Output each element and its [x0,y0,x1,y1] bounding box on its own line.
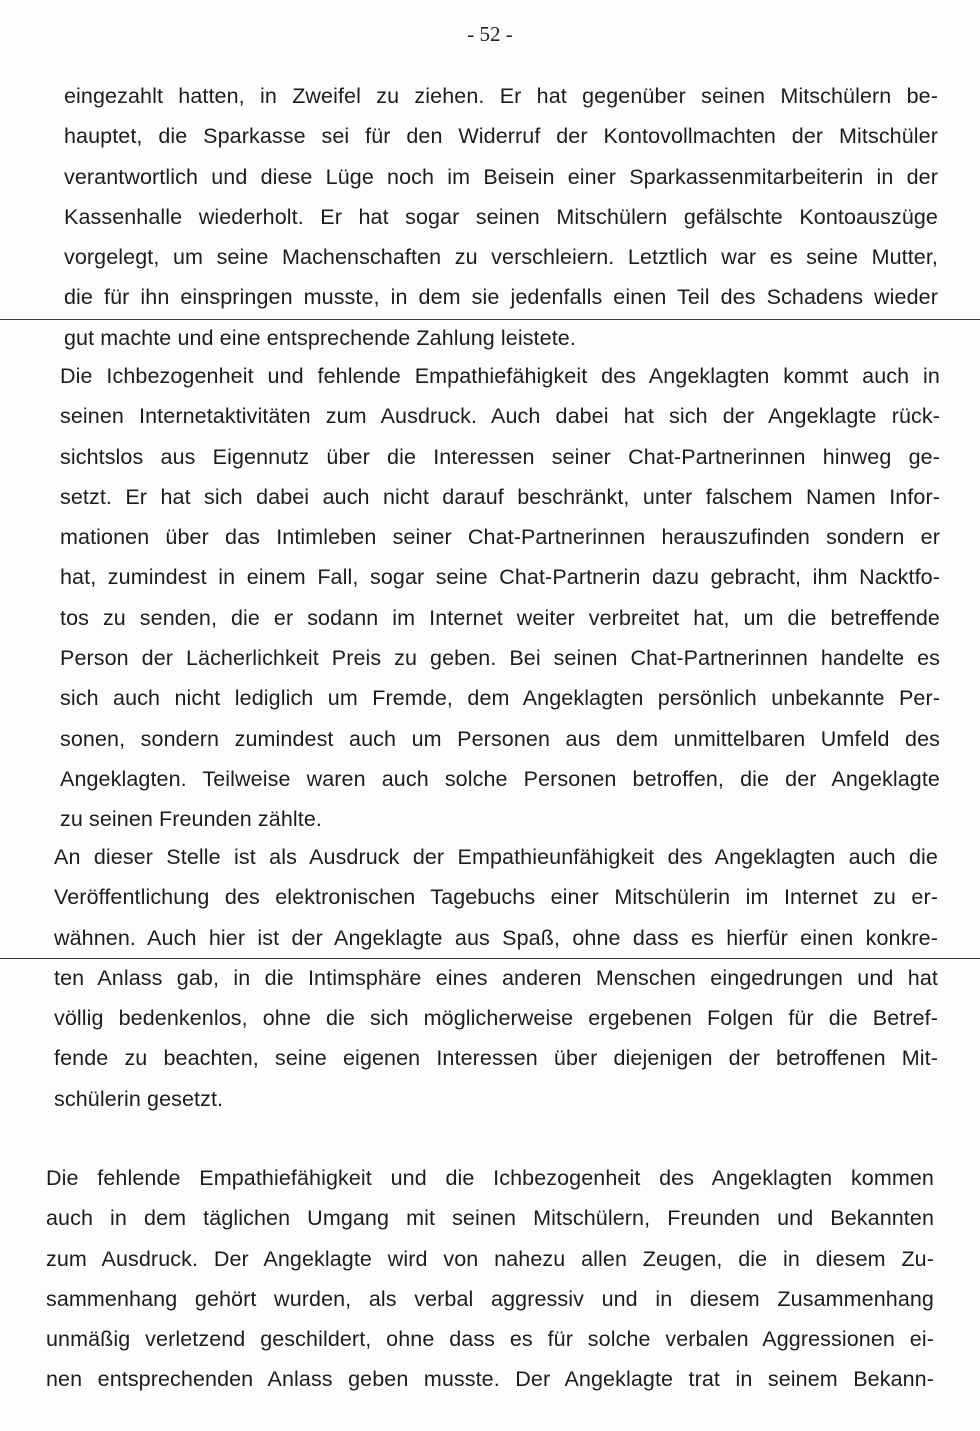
paragraph-2 [60,356,940,840]
text-line: zum Ausdruck. Der Angeklagte wird von nahezu allen Zeugen, die in diesem Zu- [46,1246,934,1271]
text-line: hat, zumindest in einem Fall, sogar seine Chat-Partnerin dazu gebracht, ihm Nacktfo- [60,565,940,590]
text-line: völlig bedenkenlos, ohne die sich möglicherweise ergebenen Folgen für die Betref- [54,1006,938,1031]
text-line: sonen, sondern zumindest auch um Personen aus dem unmittelbaren Umfeld des [60,726,940,751]
text-line: mationen über das Intimleben seiner Chat-Partnerinnen herauszufinden sondern er [60,525,940,550]
text-line: schülerin gesetzt. [54,1086,224,1111]
page-number: - 52 - [467,22,513,46]
text-line: setzt. Er hat sich dabei auch nicht darauf beschränkt, unter falschem Namen Infor- [60,484,940,509]
text-line: zu seinen Freunden zählte. [60,807,322,832]
text-line: Veröffentlichung des elektronischen Tagebuchs einer Mitschülerin im Internet zu er- [54,885,938,910]
text-line: wähnen. Auch hier ist der Angeklagte aus Spaß, ohne dass es hierfür einen konkre- [54,925,938,950]
text-line: ten Anlass gab, in die Intimsphäre eines anderen Menschen eingedrungen und hat [54,965,938,990]
text-line: An dieser Stelle ist als Ausdruck der Empathieunfähigkeit des Angeklagten auch die [54,845,938,869]
text-line: sammenhang gehört wurden, als verbal aggressiv und in diesem Zusammenhang [46,1286,934,1311]
text-line: die für ihn einspringen musste, in dem sie jedenfalls einen Teil des Schadens wieder [64,285,938,310]
text-line: unmäßig verletzend geschildert, ohne dass es für solche verbalen Aggressionen ei- [46,1327,934,1352]
paragraph-3 [54,837,938,1119]
text-line: auch in dem täglichen Umgang mit seinen Mitschülern, Freunden und Bekannten [46,1206,934,1231]
text-line: gut machte und eine entsprechende Zahlung leistete. [64,325,576,350]
text-line: Angeklagten. Teilweise waren auch solche Personen betroffen, die der Angeklagte [60,766,940,791]
text-line: verantwortlich und diese Lüge noch im Beisein einer Sparkassenmitarbeiterin in der [64,164,938,189]
text-line: Kassenhalle wiederholt. Er hat sogar seinen Mitschülern gefälschte Kontoauszüge [64,204,938,229]
text-line: seinen Internetaktivitäten zum Ausdruck. Auch dabei hat sich der Angeklagte rück- [60,404,940,429]
text-line: fende zu beachten, seine eigenen Interessen über diejenigen der betroffenen Mit- [54,1046,938,1071]
text-line: sichtslos aus Eigennutz über die Interessen seiner Chat-Partnerinnen hinweg ge- [60,444,940,469]
text-line: hauptet, die Sparkasse sei für den Widerruf der Kontovollmachten der Mitschüler [64,124,938,149]
text-line: Die Ichbezogenheit und fehlende Empathiefähigkeit des Angeklagten kommt auch in [60,364,940,388]
text-line: sich auch nicht lediglich um Fremde, dem Angeklagten persönlich unbekannte Per- [60,686,940,711]
text-line: nen entsprechenden Anlass geben musste. Der Angeklagte trat in seinem Bekann- [46,1367,934,1392]
paragraph-4 [46,1158,934,1400]
text-line: Person der Lächerlichkeit Preis zu geben. Bei seinen Chat-Partnerinnen handelte es [60,646,940,671]
text-line: eingezahlt hatten, in Zweifel zu ziehen. Er hat gegenüber seinen Mitschülern be- [64,84,938,108]
text-line: vorgelegt, um seine Machenschaften zu verschleiern. Letztlich war es seine Mutter, [64,245,938,270]
text-line: tos zu senden, die er sodann im Internet weiter verbreitet hat, um die betreffende [60,605,940,630]
text-line: Die fehlende Empathiefähigkeit und die Ichbezogenheit des Angeklagten kommen [46,1166,934,1190]
paragraph-1 [64,76,938,358]
